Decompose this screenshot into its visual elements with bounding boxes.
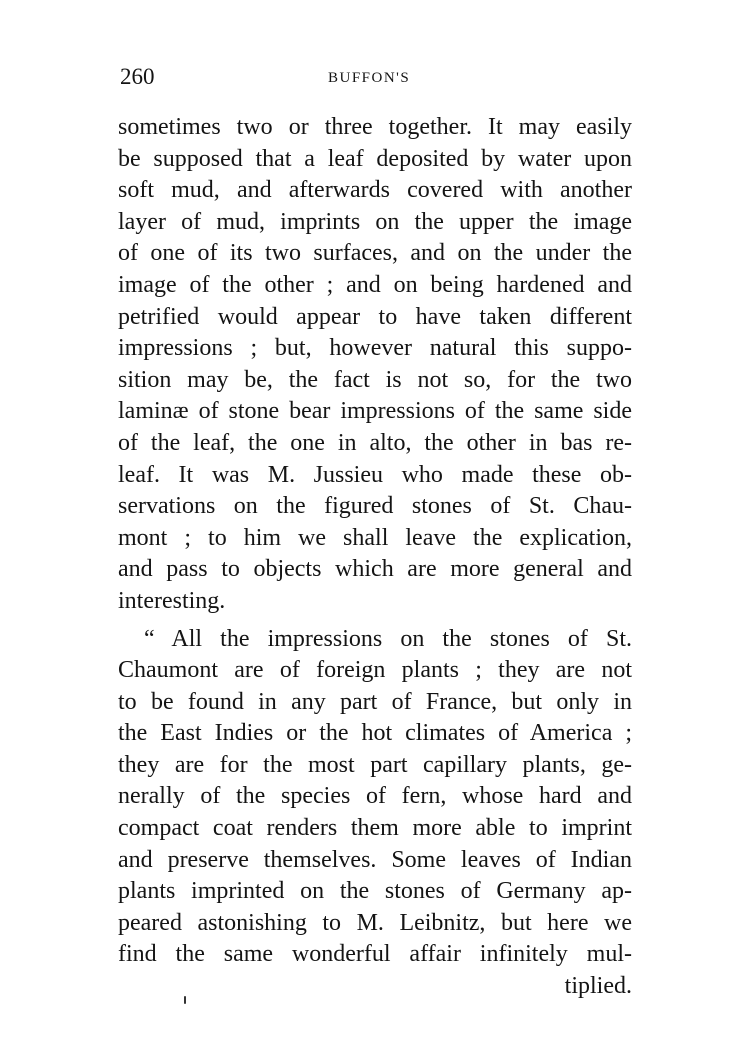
running-title: BUFFON'S bbox=[328, 70, 411, 86]
text-line: nerally of the species of fern, whose hard and bbox=[118, 783, 632, 810]
text-line: and preserve themselves. Some leaves of Indian bbox=[118, 846, 632, 873]
text-line: laminæ of stone bear impressions of the same side bbox=[118, 398, 632, 425]
text-line: “ All the impressions on the stones of St. bbox=[144, 625, 632, 652]
text-line: the East Indies or the hot climates of America ; bbox=[118, 720, 632, 747]
text-line: and pass to objects which are more general and bbox=[118, 556, 632, 583]
text-line: compact coat renders them more able to imprint bbox=[118, 815, 632, 842]
text-line: impressions ; but, however natural this suppo- bbox=[118, 335, 632, 362]
text-line: sometimes two or three together. It may easily bbox=[118, 114, 632, 140]
print-speck bbox=[184, 996, 186, 1004]
text-line: be supposed that a leaf deposited by water upon bbox=[118, 145, 632, 172]
paragraph-1 bbox=[118, 112, 632, 618]
text-line: sition may be, the fact is not so, for the two bbox=[118, 366, 632, 393]
text-line: layer of mud, imprints on the upper the image bbox=[118, 208, 632, 235]
text-line: servations on the figured stones of St. Chau- bbox=[118, 493, 632, 520]
text-line: interesting. bbox=[118, 587, 226, 614]
body-text bbox=[118, 112, 632, 1003]
paragraph-2 bbox=[118, 624, 632, 972]
text-line: they are for the most part capillary plants, ge- bbox=[118, 751, 632, 778]
text-line: to be found in any part of France, but only in bbox=[118, 688, 632, 715]
text-line: peared astonishing to M. Leibnitz, but here we bbox=[118, 909, 632, 936]
catchword: tiplied. bbox=[564, 973, 632, 1000]
text-line: mont ; to him we shall leave the explication, bbox=[118, 524, 632, 551]
text-line: plants imprinted on the stones of Germany ap- bbox=[118, 878, 632, 905]
text-line: image of the other ; and on being hardened and bbox=[118, 271, 632, 298]
text-line: of the leaf, the one in alto, the other in bas re- bbox=[118, 429, 632, 456]
running-head bbox=[118, 62, 632, 92]
text-line: find the same wonderful affair infinitely mul- bbox=[118, 941, 632, 968]
text-line: soft mud, and afterwards covered with another bbox=[118, 177, 632, 204]
text-line: of one of its two surfaces, and on the under the bbox=[118, 240, 632, 267]
text-line: Chaumont are of foreign plants ; they are not bbox=[118, 657, 632, 684]
page-number: 260 bbox=[120, 64, 155, 89]
text-line: leaf. It was M. Jussieu who made these ob- bbox=[118, 461, 632, 488]
text-line: petrified would appear to have taken different bbox=[118, 303, 632, 330]
